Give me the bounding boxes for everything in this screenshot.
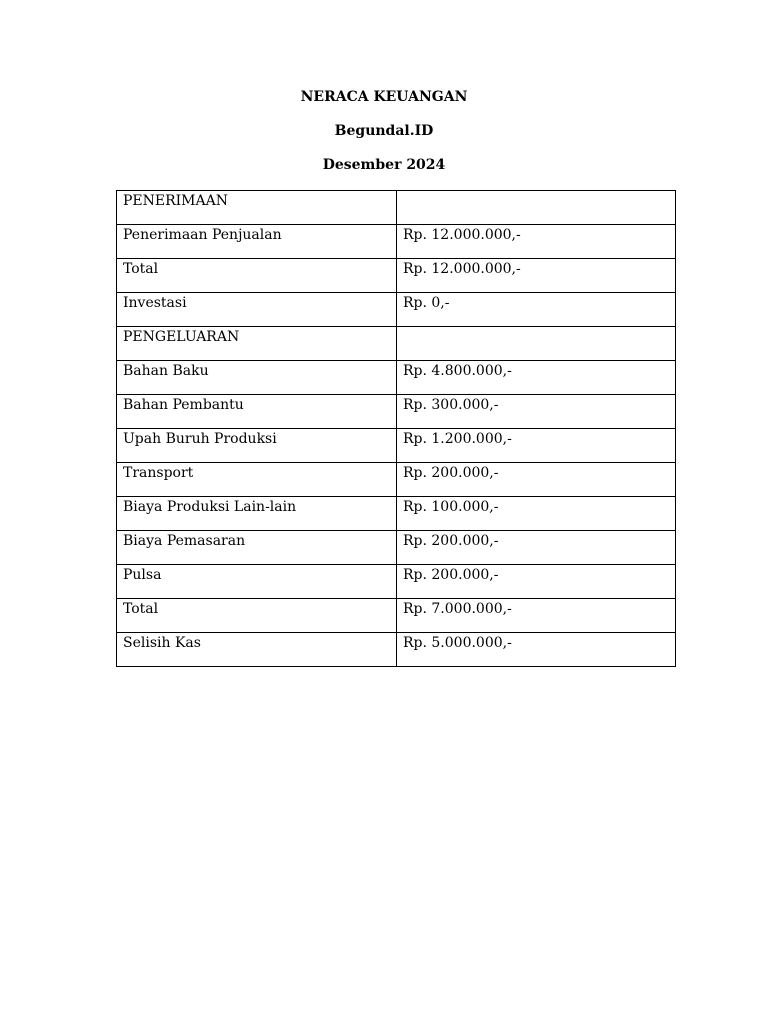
row-value: Rp. 12.000.000,-	[397, 225, 676, 259]
row-label: Bahan Baku	[117, 361, 397, 395]
row-value: Rp. 12.000.000,-	[397, 259, 676, 293]
row-value: Rp. 200.000,-	[397, 531, 676, 565]
row-label: Total	[117, 599, 397, 633]
row-label: Penerimaan Penjualan	[117, 225, 397, 259]
row-label: Total	[117, 259, 397, 293]
row-label: Bahan Pembantu	[117, 395, 397, 429]
balance-table	[116, 190, 676, 667]
table-row	[117, 633, 676, 667]
table-row	[117, 395, 676, 429]
table-row	[117, 259, 676, 293]
row-label: PENERIMAAN	[117, 191, 397, 225]
table-row	[117, 361, 676, 395]
row-label: Biaya Pemasaran	[117, 531, 397, 565]
row-label: Selisih Kas	[117, 633, 397, 667]
table-row	[117, 225, 676, 259]
table-row	[117, 531, 676, 565]
row-value: Rp. 4.800.000,-	[397, 361, 676, 395]
row-value: Rp. 1.200.000,-	[397, 429, 676, 463]
row-label: Investasi	[117, 293, 397, 327]
table-row	[117, 463, 676, 497]
row-label: Upah Buruh Produksi	[117, 429, 397, 463]
table-row	[117, 191, 676, 225]
table-row	[117, 429, 676, 463]
table-row	[117, 599, 676, 633]
row-value: Rp. 100.000,-	[397, 497, 676, 531]
row-value: Rp. 300.000,-	[397, 395, 676, 429]
report-period: Desember 2024	[322, 157, 446, 173]
document-title: NERACA KEUANGAN	[300, 89, 468, 105]
row-value: Rp. 200.000,-	[397, 463, 676, 497]
row-label: Transport	[117, 463, 397, 497]
row-label: Biaya Produksi Lain-lain	[117, 497, 397, 531]
table-row	[117, 293, 676, 327]
row-value: Rp. 7.000.000,-	[397, 599, 676, 633]
row-label: PENGELUARAN	[117, 327, 397, 361]
row-value	[397, 327, 676, 361]
company-name: Begundal.ID	[334, 123, 434, 139]
row-value: Rp. 0,-	[397, 293, 676, 327]
table-row	[117, 497, 676, 531]
table-row	[117, 565, 676, 599]
row-label: Pulsa	[117, 565, 397, 599]
row-value: Rp. 200.000,-	[397, 565, 676, 599]
table-row	[117, 327, 676, 361]
row-value: Rp. 5.000.000,-	[397, 633, 676, 667]
row-value	[397, 191, 676, 225]
